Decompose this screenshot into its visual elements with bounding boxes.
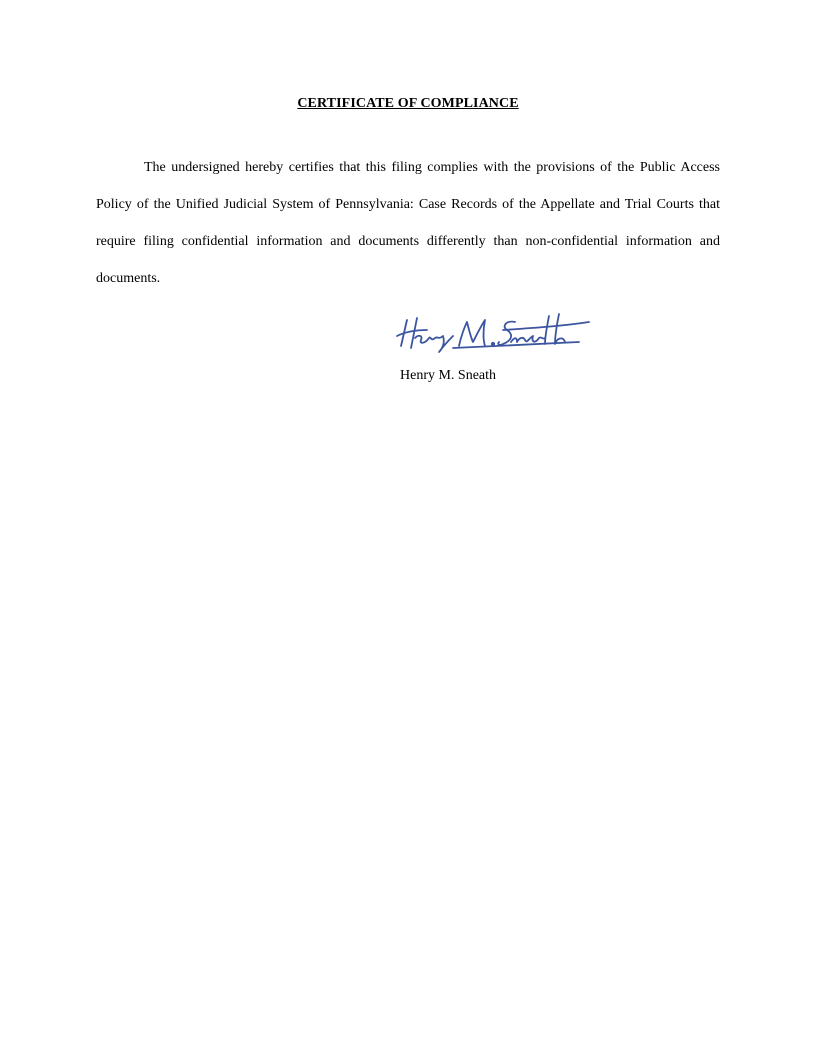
- certification-paragraph: The undersigned hereby certifies that this filing complies with the provisions of the Public Access Policy of the Unified Judicial System of Pennsylvania: Case Records of the Appellate and Trial Courts that require filing confidential information and documents differently than non-confidential information and documents.: [96, 160, 720, 286]
- handwritten-signature: [393, 308, 593, 356]
- page-title: CERTIFICATE OF COMPLIANCE: [297, 96, 519, 111]
- signer-name: Henry M. Sneath: [400, 368, 497, 383]
